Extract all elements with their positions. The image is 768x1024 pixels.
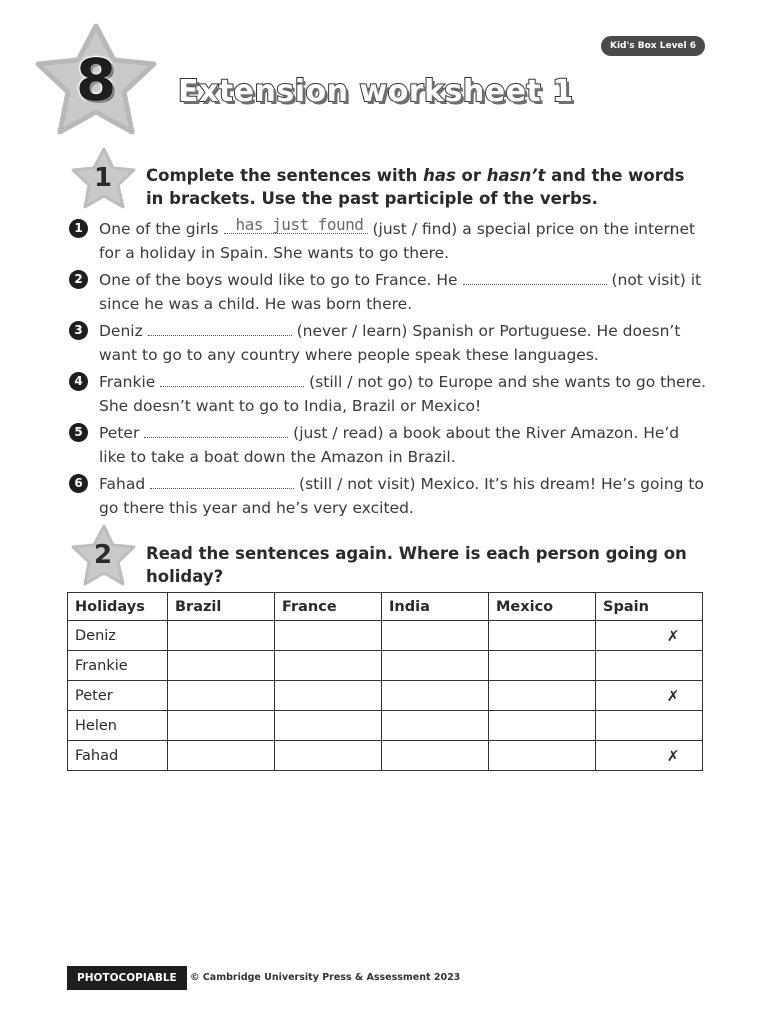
- item-number: 1: [69, 219, 88, 238]
- table-row: [68, 621, 703, 651]
- table-cell[interactable]: [596, 711, 703, 741]
- table-cell[interactable]: [168, 621, 275, 651]
- answer-blank[interactable]: [150, 474, 294, 489]
- table-cell[interactable]: [275, 711, 382, 741]
- table-cell[interactable]: [275, 681, 382, 711]
- level-badge: Kid's Box Level 6: [601, 36, 705, 56]
- table-row: [68, 711, 703, 741]
- table-cell[interactable]: ✗: [596, 681, 703, 711]
- photocopiable-label: PHOTOCOPIABLE: [67, 966, 187, 990]
- exercise-item: 5 Peter (just / read) a book about the River Amazon. He’d like to take a boat down the Amazon in Brazil.: [69, 421, 709, 469]
- exercise-item: 1 One of the girls has just found (just / find) a special price on the internet for a holiday in Spain. She wants to go there.: [69, 217, 709, 265]
- table-cell[interactable]: [168, 711, 275, 741]
- exercise-item: 6 Fahad (still / not visit) Mexico. It’s his dream! He’s going to go there this year and he’s very excited.: [69, 472, 709, 520]
- table-cell[interactable]: [382, 621, 489, 651]
- row-name: Fahad: [68, 741, 168, 771]
- exercise-item: 4 Frankie (still / not go) to Europe and she wants to go there. She doesn’t want to go to India, Brazil or Mexico!: [69, 370, 709, 418]
- row-name: Frankie: [68, 651, 168, 681]
- item-number: 6: [69, 474, 88, 493]
- item-number: 4: [69, 372, 88, 391]
- column-header: India: [382, 593, 489, 621]
- copyright-text: © Cambridge University Press & Assessment 2023: [190, 972, 461, 983]
- table-cell[interactable]: [168, 741, 275, 771]
- exercise-item: 2 One of the boys would like to go to France. He (not visit) it since he was a child. He was born there.: [69, 268, 709, 316]
- exercise-2-instruction: Read the sentences again. Where is each person going on holiday?: [146, 544, 687, 586]
- table-cell[interactable]: [489, 651, 596, 681]
- row-name: Peter: [68, 681, 168, 711]
- answer-blank[interactable]: [148, 321, 292, 336]
- table-cell[interactable]: [275, 741, 382, 771]
- table-cell[interactable]: [489, 741, 596, 771]
- answer-blank[interactable]: [160, 372, 304, 387]
- item-number: 5: [69, 423, 88, 442]
- table-cell[interactable]: [168, 681, 275, 711]
- answer-blank[interactable]: [144, 423, 288, 438]
- answer-blank[interactable]: [463, 270, 607, 285]
- table-row: [68, 681, 703, 711]
- exercise-2-number: 2: [93, 540, 113, 570]
- table-cell[interactable]: ✗: [596, 741, 703, 771]
- exercise-item: 3 Deniz (never / learn) Spanish or Portuguese. He doesn’t want to go to any country where people speak these languages.: [69, 319, 709, 367]
- column-header: Holidays: [68, 593, 168, 621]
- exercise-1-number: 1: [93, 163, 113, 193]
- exercise-1-instruction: Complete the sentences with has or hasn’t and the words in brackets. Use the past participle of the verbs.: [146, 166, 685, 208]
- table-cell[interactable]: [596, 651, 703, 681]
- table-cell[interactable]: [382, 681, 489, 711]
- table-cell[interactable]: ✗: [596, 621, 703, 651]
- column-header: Brazil: [168, 593, 275, 621]
- column-header: Mexico: [489, 593, 596, 621]
- handwritten-answer: has just found: [235, 215, 364, 234]
- table-cell[interactable]: [275, 621, 382, 651]
- row-name: Deniz: [68, 621, 168, 651]
- table-cell[interactable]: [168, 651, 275, 681]
- table-header-row: [68, 593, 703, 621]
- table-row: [68, 651, 703, 681]
- table-cell[interactable]: [489, 621, 596, 651]
- table-row: [68, 741, 703, 771]
- item-number: 3: [69, 321, 88, 340]
- answer-blank-filled[interactable]: [224, 215, 368, 234]
- table-cell[interactable]: [382, 741, 489, 771]
- item-number: 2: [69, 270, 88, 289]
- column-header: France: [275, 593, 382, 621]
- unit-number: 8: [75, 46, 117, 114]
- worksheet-title: Extension worksheet 1: [178, 74, 574, 109]
- table-cell[interactable]: [382, 651, 489, 681]
- table-cell[interactable]: [489, 711, 596, 741]
- table-cell[interactable]: [489, 681, 596, 711]
- table-cell[interactable]: [382, 711, 489, 741]
- row-name: Helen: [68, 711, 168, 741]
- table-cell[interactable]: [275, 651, 382, 681]
- column-header: Spain: [596, 593, 703, 621]
- holiday-table: [67, 592, 703, 771]
